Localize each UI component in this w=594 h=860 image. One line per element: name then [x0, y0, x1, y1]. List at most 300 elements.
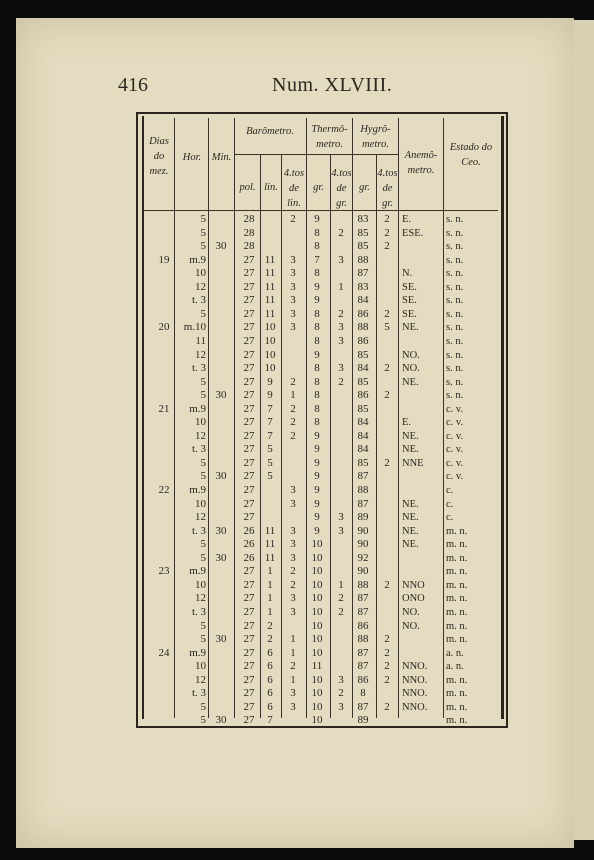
cell-hor: 11	[195, 334, 206, 347]
cell-lin: 11	[264, 307, 276, 320]
cell-pol: 27	[243, 673, 255, 686]
cell-es: s. n.	[446, 268, 464, 280]
cell-hy: 84	[357, 429, 369, 442]
cell-es: c. v.	[446, 444, 464, 456]
cell-es: c.	[446, 498, 454, 510]
cell-qt: 3	[338, 511, 344, 524]
cell-hor: 5	[200, 213, 206, 225]
header-gr-hygro: gr.	[359, 182, 370, 193]
cell-qb: 3	[290, 551, 296, 564]
cell-pol: 27	[243, 700, 255, 713]
cell-th: 9	[314, 348, 320, 361]
cell-lin: 7	[267, 416, 273, 429]
cell-an: NNO.	[402, 688, 428, 700]
cell-es: s. n.	[446, 349, 464, 361]
cell-qb: 3	[290, 294, 296, 307]
cell-qh: 2	[384, 700, 390, 713]
cell-hy: 84	[357, 294, 369, 307]
cell-pol: 27	[243, 321, 255, 334]
cell-lin: 11	[264, 538, 276, 551]
cell-hor: m.9	[189, 646, 206, 659]
cell-qh: 2	[384, 633, 390, 646]
cell-qh: 2	[384, 226, 390, 239]
cell-lin: 10	[264, 334, 276, 347]
cell-hy: 85	[357, 456, 369, 469]
cell-qb: 3	[290, 700, 296, 713]
cell-an: NE.	[402, 376, 419, 388]
cell-qb: 3	[290, 687, 296, 700]
cell-lin: 6	[267, 673, 273, 686]
cell-qb: 2	[290, 578, 296, 591]
cell-qb: 2	[290, 402, 296, 415]
cell-min: 30	[215, 551, 227, 564]
cell-es: c.	[446, 485, 454, 496]
cell-hor: 10	[195, 497, 206, 510]
cell-an: NO.	[402, 349, 420, 361]
cell-hy: 92	[357, 551, 369, 564]
cell-qh: 5	[384, 321, 390, 334]
cell-hy: 85	[357, 348, 369, 361]
cell-lin: 5	[267, 470, 273, 483]
cell-es: s. n.	[446, 335, 464, 347]
cell-pol: 27	[243, 416, 255, 429]
cell-pol: 27	[243, 443, 255, 456]
cell-hy: 86	[357, 334, 369, 347]
cell-th: 9	[314, 429, 320, 442]
header-lin: lin.	[264, 182, 278, 193]
cell-es: m. n.	[446, 566, 468, 578]
cell-lin: 6	[267, 687, 273, 700]
cell-qh: 2	[384, 389, 390, 402]
cell-hor: 12	[195, 673, 206, 686]
cell-hy: 86	[357, 673, 369, 686]
cell-hor: 12	[195, 280, 206, 293]
cell-pol: 27	[243, 267, 255, 280]
cell-es: m. n.	[446, 539, 468, 551]
cell-hor: 12	[195, 348, 206, 361]
cell-hy: 87	[357, 646, 369, 659]
cell-qb: 3	[290, 497, 296, 510]
cell-qt: 1	[338, 578, 344, 591]
cell-qb: 3	[290, 538, 296, 551]
cell-hor: m.9	[189, 565, 206, 578]
cell-hor: 5	[200, 470, 206, 483]
cell-pol: 27	[243, 456, 255, 469]
cell-th: 8	[314, 402, 320, 415]
cell-th: 7	[314, 253, 320, 266]
cell-qt: 2	[338, 605, 344, 618]
cell-hor: 12	[195, 429, 206, 442]
header-thermometro: Thermô-metro.	[311, 124, 348, 150]
cell-qb: 3	[290, 267, 296, 280]
cell-hy: 87	[357, 497, 369, 510]
cell-an: NNO.	[402, 674, 428, 686]
cell-hy: 84	[357, 362, 369, 375]
header-quartos-hygro: 4.tos de gr.	[377, 168, 398, 209]
cell-qt: 3	[338, 321, 344, 334]
cell-pol: 27	[243, 362, 255, 375]
cell-es: c. v.	[446, 417, 464, 429]
cell-pol: 26	[243, 524, 255, 537]
cell-th: 9	[314, 497, 320, 510]
cell-es: s. n.	[446, 254, 464, 266]
cell-hor: t. 3	[191, 524, 206, 537]
weather-table	[136, 112, 508, 728]
cell-pol: 27	[243, 280, 255, 293]
cell-es: c. v.	[446, 403, 464, 415]
cell-lin: 10	[264, 362, 276, 375]
cell-qt: 2	[338, 307, 344, 320]
cell-th: 10	[311, 646, 323, 659]
header-quartos-therm: 4.tos de gr.	[331, 168, 352, 209]
header-hor: Hor.	[182, 152, 202, 163]
cell-lin: 7	[267, 429, 273, 442]
cell-hor: 10	[195, 267, 206, 280]
cell-an: NNO	[402, 579, 425, 591]
cell-lin: 2	[267, 619, 273, 632]
cell-hy: 90	[357, 538, 369, 551]
cell-lin: 7	[267, 402, 273, 415]
cell-day: 20	[158, 321, 170, 334]
cell-hy: 85	[357, 375, 369, 388]
cell-qb: 2	[290, 375, 296, 388]
cell-th: 10	[311, 673, 323, 686]
cell-qb: 2	[290, 429, 296, 442]
cell-min: 30	[215, 389, 227, 402]
cell-lin: 7	[267, 714, 273, 727]
cell-lin: 9	[267, 375, 273, 388]
cell-min: 30	[215, 470, 227, 483]
cell-qb: 3	[290, 280, 296, 293]
cell-day: 24	[158, 646, 170, 659]
cell-qt: 2	[338, 687, 344, 700]
cell-pol: 27	[243, 646, 255, 659]
cell-hy: 87	[357, 660, 369, 673]
cell-qt: 3	[338, 700, 344, 713]
cell-pol: 27	[243, 375, 255, 388]
cell-th: 10	[311, 578, 323, 591]
cell-es: m. n.	[446, 701, 468, 713]
cell-th: 10	[311, 605, 323, 618]
cell-th: 10	[311, 551, 323, 564]
cell-es: s. n.	[446, 376, 464, 388]
cell-lin: 6	[267, 660, 273, 673]
cell-hor: 12	[195, 592, 206, 605]
cell-min: 30	[215, 633, 227, 646]
cell-hor: 5	[200, 551, 206, 564]
cell-qb: 3	[290, 484, 296, 496]
cell-an: E.	[402, 214, 412, 225]
cell-an: NNE	[402, 457, 424, 469]
cell-pol: 27	[243, 592, 255, 605]
cell-lin: 11	[264, 294, 276, 307]
cell-th: 10	[311, 700, 323, 713]
cell-th: 8	[314, 375, 320, 388]
cell-qt: 3	[338, 362, 344, 375]
cell-hor: 10	[195, 578, 206, 591]
cell-hor: t. 3	[191, 605, 206, 618]
cell-lin: 5	[267, 443, 273, 456]
cell-hy: 84	[357, 443, 369, 456]
cell-an: NNO.	[402, 661, 428, 673]
cell-qh: 2	[384, 646, 390, 659]
cell-hor: 5	[200, 456, 206, 469]
cell-day: 21	[158, 402, 170, 415]
header-hygrometro: Hygrô-metro.	[360, 124, 391, 150]
cell-pol: 27	[243, 633, 255, 646]
cell-lin: 9	[267, 389, 273, 402]
cell-pol: 27	[243, 565, 255, 578]
cell-hor: 5	[200, 226, 206, 239]
cell-hy: 83	[357, 280, 369, 293]
cell-hor: 10	[195, 416, 206, 429]
cell-th: 10	[311, 687, 323, 700]
cell-an: E.	[402, 417, 412, 429]
cell-pol: 27	[243, 511, 255, 524]
cell-lin: 11	[264, 253, 276, 266]
cell-pol: 27	[243, 307, 255, 320]
header-estado: Estado do Ceo.	[449, 142, 493, 168]
cell-hor: 5	[200, 240, 206, 253]
cell-qh: 2	[384, 578, 390, 591]
cell-qb: 2	[290, 213, 296, 225]
cell-th: 9	[314, 294, 320, 307]
header-quartos-lin: 4.tos de lin.	[283, 168, 305, 209]
cell-qb: 3	[290, 592, 296, 605]
cell-th: 10	[311, 565, 323, 578]
cell-qt: 2	[338, 375, 344, 388]
cell-hor: 10	[195, 660, 206, 673]
cell-qb: 2	[290, 660, 296, 673]
cell-pol: 27	[243, 660, 255, 673]
cell-th: 9	[314, 484, 320, 496]
cell-hy: 85	[357, 240, 369, 253]
cell-hy: 8	[360, 687, 366, 700]
cell-qt: 2	[338, 592, 344, 605]
cell-lin: 10	[264, 348, 276, 361]
cell-lin: 11	[264, 551, 276, 564]
cell-hy: 87	[357, 267, 369, 280]
cell-es: m. n.	[446, 715, 468, 727]
header-barometro: Barômetro.	[246, 126, 294, 137]
cell-lin: 1	[267, 605, 273, 618]
cell-hor: 5	[200, 714, 206, 727]
cell-qt: 3	[338, 253, 344, 266]
cell-hy: 87	[357, 592, 369, 605]
cell-th: 9	[314, 213, 320, 225]
cell-hy: 85	[357, 226, 369, 239]
cell-hor: m.10	[183, 321, 206, 334]
cell-hor: 12	[195, 511, 206, 524]
cell-lin: 6	[267, 700, 273, 713]
cell-qb: 2	[290, 565, 296, 578]
cell-an: NE.	[402, 430, 419, 442]
cell-hy: 87	[357, 700, 369, 713]
cell-hor: 5	[200, 633, 206, 646]
cell-es: s. n.	[446, 295, 464, 307]
cell-pol: 27	[243, 714, 255, 727]
header-pol: pol.	[239, 182, 256, 193]
cell-es: s. n.	[446, 363, 464, 375]
cell-pol: 27	[243, 334, 255, 347]
cell-th: 10	[311, 592, 323, 605]
cell-lin: 1	[267, 592, 273, 605]
cell-es: s. n.	[446, 241, 464, 253]
cell-hor: 5	[200, 375, 206, 388]
rule-h	[234, 154, 398, 155]
cell-qt: 3	[338, 673, 344, 686]
running-head: Num. XLVIII.	[272, 74, 393, 96]
cell-day: 23	[158, 565, 170, 578]
cell-an: NE.	[402, 444, 419, 456]
cell-es: c. v.	[446, 471, 464, 483]
cell-pol: 26	[243, 538, 255, 551]
cell-qb: 3	[290, 307, 296, 320]
cell-qh: 2	[384, 213, 390, 225]
header-dias: Dias do mez.	[149, 136, 169, 177]
cell-lin: 11	[264, 280, 276, 293]
cell-th: 10	[311, 538, 323, 551]
cell-pol: 27	[243, 389, 255, 402]
cell-hor: 5	[200, 700, 206, 713]
cell-an: NE.	[402, 322, 419, 334]
cell-es: m. n.	[446, 579, 468, 591]
cell-pol: 27	[243, 484, 255, 496]
cell-th: 10	[311, 714, 323, 727]
cell-hy: 88	[357, 578, 369, 591]
table-row	[136, 713, 508, 728]
cell-hy: 87	[357, 470, 369, 483]
cell-hy: 87	[357, 605, 369, 618]
cell-qb: 1	[290, 633, 296, 646]
cell-es: a. n.	[446, 661, 464, 673]
cell-es: m. n.	[446, 552, 468, 564]
cell-hor: 5	[200, 619, 206, 632]
cell-hor: m.9	[189, 484, 206, 496]
cell-an: SE.	[402, 281, 417, 293]
cell-hy: 86	[357, 619, 369, 632]
cell-lin: 1	[267, 578, 273, 591]
cell-an: NNO.	[402, 701, 428, 713]
cell-hy: 84	[357, 416, 369, 429]
cell-qt: 2	[338, 226, 344, 239]
cell-es: s. n.	[446, 308, 464, 320]
cell-th: 10	[311, 633, 323, 646]
cell-pol: 27	[243, 497, 255, 510]
cell-qh: 2	[384, 660, 390, 673]
cell-lin: 2	[267, 633, 273, 646]
cell-es: m. n.	[446, 593, 468, 605]
cell-pol: 27	[243, 348, 255, 361]
cell-pol: 27	[243, 470, 255, 483]
cell-hy: 86	[357, 389, 369, 402]
cell-es: c. v.	[446, 430, 464, 442]
cell-an: N.	[402, 268, 413, 280]
cell-qh: 2	[384, 362, 390, 375]
cell-th: 9	[314, 443, 320, 456]
cell-pol: 27	[243, 294, 255, 307]
cell-pol: 27	[243, 687, 255, 700]
cell-es: a. n.	[446, 647, 464, 659]
cell-es: c.	[446, 512, 454, 524]
cell-es: m. n.	[446, 688, 468, 700]
cell-lin: 11	[264, 524, 276, 537]
cell-th: 8	[314, 240, 320, 253]
cell-th: 9	[314, 470, 320, 483]
cell-th: 8	[314, 226, 320, 239]
cell-hy: 88	[357, 321, 369, 334]
cell-th: 8	[314, 389, 320, 402]
cell-min: 30	[215, 524, 227, 537]
cell-an: NO.	[402, 606, 420, 618]
cell-es: m. n.	[446, 606, 468, 618]
cell-th: 8	[314, 416, 320, 429]
cell-qb: 1	[290, 389, 296, 402]
cell-an: NE.	[402, 498, 419, 510]
cell-hy: 90	[357, 524, 369, 537]
cell-qh: 2	[384, 673, 390, 686]
cell-hor: t. 3	[191, 687, 206, 700]
cell-th: 10	[311, 619, 323, 632]
cell-es: m. n.	[446, 634, 468, 646]
cell-hy: 85	[357, 402, 369, 415]
cell-pol: 27	[243, 402, 255, 415]
cell-qh: 2	[384, 456, 390, 469]
cell-hy: 88	[357, 253, 369, 266]
cell-hy: 90	[357, 565, 369, 578]
header-min: Min.	[211, 152, 232, 163]
page-number: 416	[118, 74, 148, 96]
cell-es: s. n.	[446, 214, 464, 225]
cell-pol: 28	[243, 226, 255, 239]
cell-th: 8	[314, 321, 320, 334]
cell-an: ESE.	[402, 227, 424, 239]
cell-th: 8	[314, 334, 320, 347]
header-gr-therm: gr.	[313, 182, 324, 193]
cell-th: 9	[314, 456, 320, 469]
cell-an: ONO	[402, 593, 425, 605]
cell-hor: 5	[200, 307, 206, 320]
cell-pol: 28	[243, 213, 255, 225]
cell-min: 30	[215, 714, 227, 727]
cell-es: c. v.	[446, 457, 464, 469]
cell-pol: 27	[243, 619, 255, 632]
cell-es: m. n.	[446, 620, 468, 632]
cell-hy: 86	[357, 307, 369, 320]
cell-qb: 3	[290, 524, 296, 537]
cell-es: m. n.	[446, 525, 468, 537]
cell-th: 8	[314, 267, 320, 280]
cell-es: m. n.	[446, 674, 468, 686]
cell-pol: 27	[243, 578, 255, 591]
cell-qh: 2	[384, 307, 390, 320]
cell-hor: t. 3	[191, 443, 206, 456]
cell-lin: 11	[264, 267, 276, 280]
cell-qt: 1	[338, 280, 344, 293]
cell-es: s. n.	[446, 390, 464, 402]
cell-pol: 28	[243, 240, 255, 253]
cell-day: 22	[158, 484, 170, 496]
cell-hor: 5	[200, 538, 206, 551]
cell-hor: m.9	[189, 253, 206, 266]
cell-day: 19	[158, 253, 170, 266]
cell-hy: 89	[357, 714, 369, 727]
cell-an: NE.	[402, 525, 419, 537]
cell-min: 30	[215, 240, 227, 253]
rule-h	[144, 210, 498, 211]
cell-th: 9	[314, 524, 320, 537]
cell-hor: 5	[200, 389, 206, 402]
